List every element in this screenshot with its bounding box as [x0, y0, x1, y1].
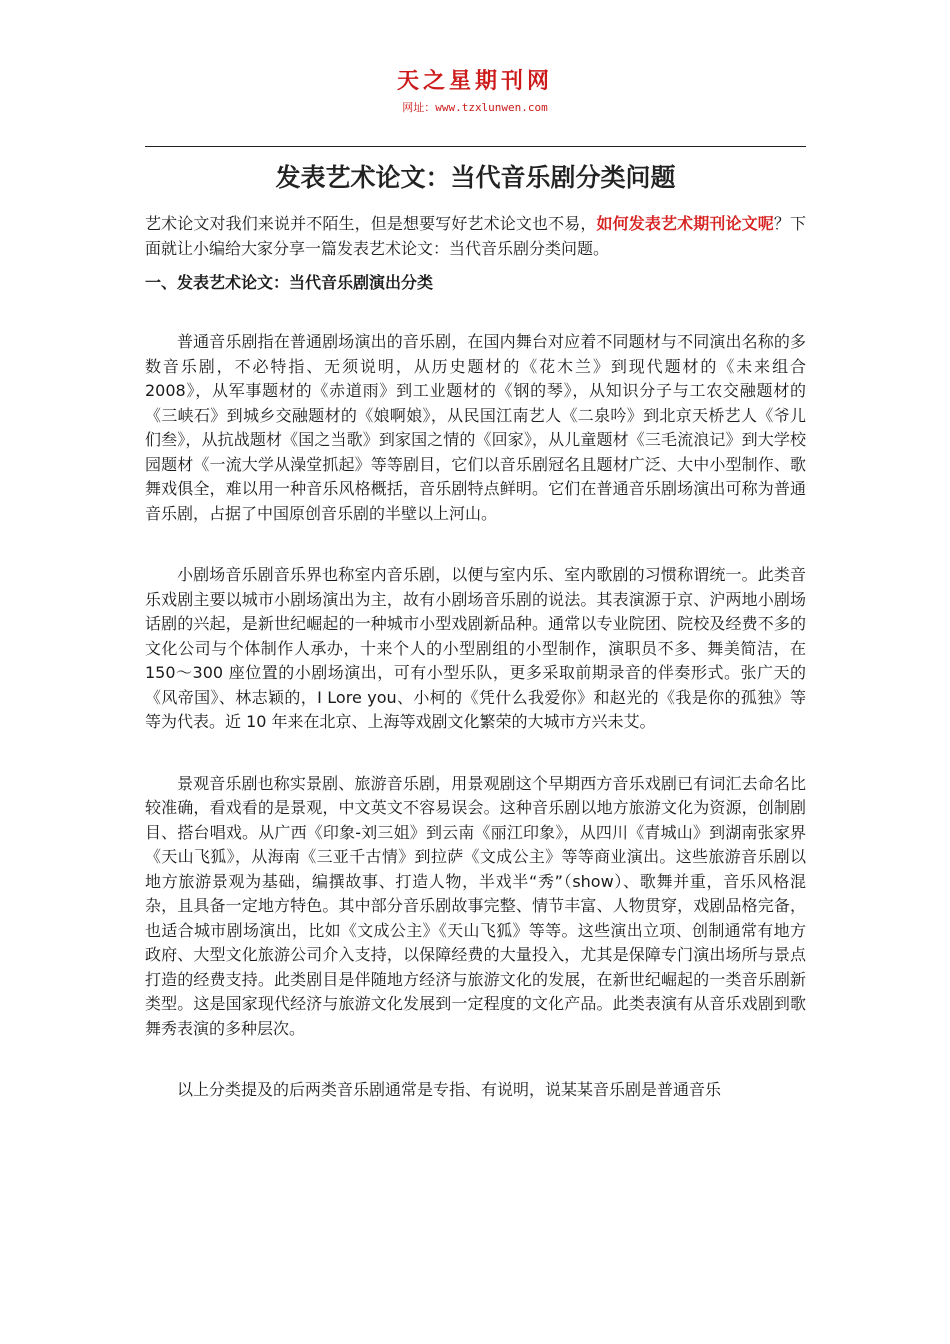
intro-text-after: ？下面就让小编给大家分享一篇发表艺术论文：当代音乐剧分类问题。: [145, 214, 806, 258]
article-title: 发表艺术论文：当代音乐剧分类问题: [275, 163, 676, 192]
intro-paragraph: [145, 212, 806, 261]
paragraph-ordinary-musical: 普通音乐剧指在普通剧场演出的音乐剧，在国内舞台对应着不同题材与不同演出名称的多数音乐剧，不必特指、无须说明，从历史题材的《花木兰》到现代题材的《未来组合 2008》，从军事题材的《赤道雨》到工业题材的《钢的琴》，从知识分子与工农交融题材的《三峡石》到城乡交融题材的《娘啊娘》，从民国江南艺人《二泉吟》到北京天桥艺人《爷儿们叁》，从抗战题材《国之当歌》到家国之情的《回家》，从儿童题材《三毛流浪记》到大学校园题材《一流大学从澡堂抓起》等等剧目，它们以音乐剧冠名且题材广泛、大中小型制作、歌舞戏俱全，难以用一种音乐风格概括，音乐剧特点鲜明。它们在普通音乐剧场演出可称为普通音乐剧，占据了中国原创音乐剧的半壁以上河山。: [145, 332, 806, 523]
paragraph-landscape-musical: 景观音乐剧也称实景剧、旅游音乐剧，用景观剧这个早期西方音乐戏剧已有词汇去命名比较准确，看戏看的是景观，中文英文不容易误会。这种音乐剧以地方旅游文化为资源，创制剧目、搭台唱戏。从广西《印象-刘三姐》到云南《丽江印象》，从四川《青城山》到湖南张家界《天山飞狐》，从海南《三亚千古情》到拉萨《文成公主》等等商业演出。这些旅游音乐剧以地方旅游景观为基础，编撰故事、打造人物，半戏半“秀”（show）、歌舞并重，音乐风格混杂，且具备一定地方特色。其中部分音乐剧故事完整、情节丰富、人物贯穿，戏剧品格完备，也适合城市剧场演出，比如《文成公主》《天山飞狐》等等。这些演出立项、创制通常有地方政府、大型文化旅游公司介入支持，以保障经费的大量投入，尤其是保障专门演出场所与景点打造的经费支持。此类剧目是伴随地方经济与旅游文化的发展，在新世纪崛起的一类音乐剧新类型。这是国家现代经济与旅游文化发展到一定程度的文化产品。此类表演有从音乐戏剧到歌舞秀表演的多种层次。: [145, 773, 806, 1038]
intro-highlight-link[interactable]: 如何发表艺术期刊论文呢: [596, 214, 774, 233]
section-heading: 一、发表艺术论文：当代音乐剧演出分类: [145, 273, 434, 292]
page-header: [0, 66, 950, 116]
paragraph-summary: 以上分类提及的后两类音乐剧通常是专指、有说明，说某某音乐剧是普通音乐: [177, 1080, 722, 1099]
article-body: [145, 158, 806, 1103]
intro-text-before: 艺术论文对我们来说并不陌生，但是想要写好艺术论文也不易，: [145, 214, 597, 233]
paragraph-small-theater-musical: 小剧场音乐剧音乐界也称室内音乐剧，以便与室内乐、室内歌剧的习惯称谓统一。此类音乐戏剧主要以城市小剧场演出为主，故有小剧场音乐剧的说法。其表演源于京、沪两地小剧场话剧的兴起，是新世纪崛起的一种城市小型戏剧新品种。通常以专业院团、院校及经费不多的文化公司与个体制作人承办，十来个人的小型剧组的小型制作，演职员不多、舞美简洁，在 150～300 座位置的小剧场演出，可有小型乐队，更多采取前期录音的伴奏形式。张广天的《风帝国》、林志颖的，I Lore you、小柯的《凭什么我爱你》和赵光的《我是你的孤独》等等为代表。近 10 年来在北京、上海等戏剧文化繁荣的大城市方兴未艾。: [145, 565, 806, 731]
site-logo: 天之星期刊网: [396, 68, 553, 94]
header-divider: [145, 146, 806, 147]
site-url[interactable]: 网址：www.tzxlunwen.com: [402, 101, 548, 114]
